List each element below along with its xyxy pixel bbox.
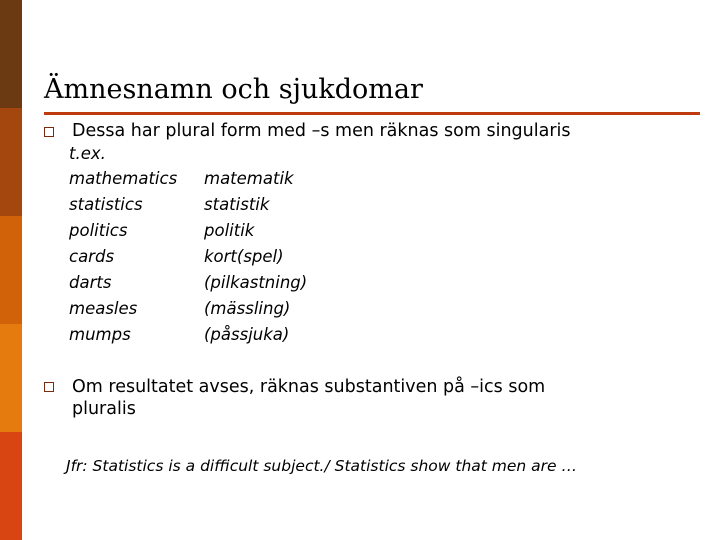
sidebar-segment [0, 0, 22, 108]
example-sv: (pilkastning) [204, 273, 308, 292]
example-en: measles [69, 299, 138, 318]
sidebar-segment [0, 432, 22, 540]
example-sv: kort(spel) [204, 247, 284, 266]
decorative-sidebar [0, 0, 22, 540]
comparison-note: Jfr: Statistics is a difficult subject./ Statistics show that men are … [66, 457, 578, 475]
example-en: cards [69, 247, 115, 266]
example-sv: (mässling) [204, 299, 291, 318]
sidebar-segment [0, 108, 22, 216]
bullet-text-1: Dessa har plural form med –s men räknas som singularis [72, 121, 571, 141]
example-en: statistics [69, 195, 143, 214]
square-bullet-icon [44, 127, 54, 137]
example-sv: statistik [204, 195, 270, 214]
title-underline [44, 112, 700, 115]
sidebar-segment [0, 216, 22, 324]
example-en: politics [69, 221, 128, 240]
bullet-text-2-line-2: pluralis [72, 399, 136, 419]
example-sv: politik [204, 221, 255, 240]
example-en: mathematics [69, 169, 178, 188]
sidebar-segment [0, 324, 22, 432]
bullet-text-2-line-1: Om resultatet avses, räknas substantiven på –ics som [72, 377, 546, 397]
example-sv: matematik [204, 169, 294, 188]
slide-title: Ämnesnamn och sjukdomar [44, 74, 423, 105]
example-sv: (påssjuka) [204, 325, 290, 344]
example-en: darts [69, 273, 112, 292]
example-intro: t.ex. [69, 144, 106, 163]
bullet-text-2 [72, 376, 545, 420]
example-en: mumps [69, 325, 131, 344]
square-bullet-icon [44, 382, 54, 392]
